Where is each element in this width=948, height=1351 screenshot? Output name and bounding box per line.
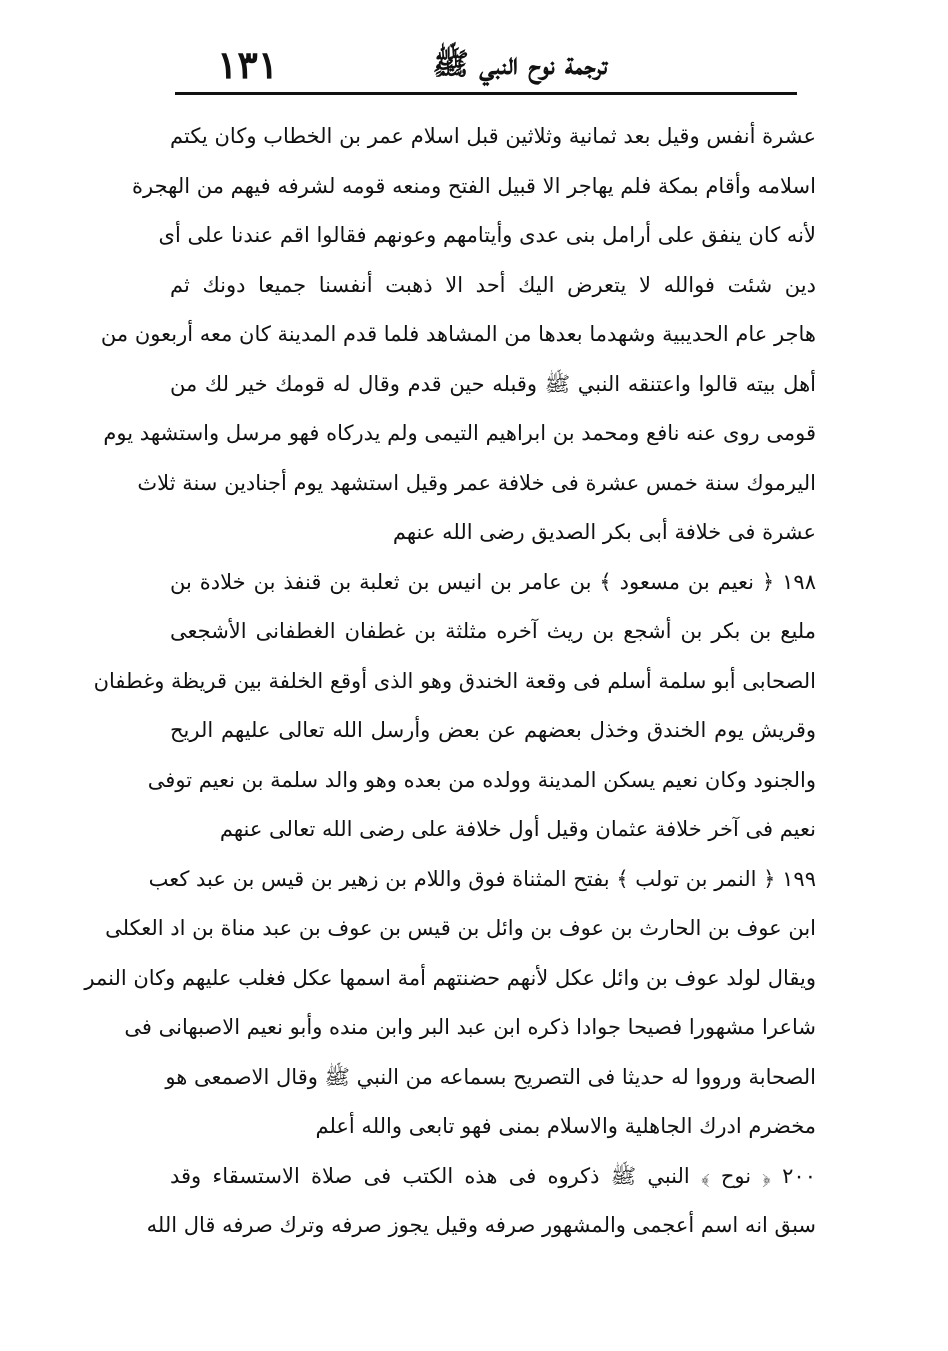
text-line: نعيم فى آخر خلافة عثمان وقيل أول خلافة على رضى الله تعالى عنهم xyxy=(219,817,816,841)
text-line: ابن عوف بن الحارث بن عوف بن وائل بن قيس بن عوف بن عبد مناة بن اد العكلى xyxy=(105,916,816,940)
text-line: هاجر عام الحديبية وشهدما بعدها من المشاهد فلما قدم المدينة كان معه أربعون من xyxy=(100,322,816,346)
text-line: أهل بيته قالوا واعتنقه النبي ﷺ وقبله حين قدم وقال له قومك خير لك من xyxy=(170,371,816,396)
text-line: عشرة أنفس وقيل بعد ثمانية وثلاثين قبل اسلام عمر بن الخطاب وكان يكتم xyxy=(170,124,816,148)
running-title: ترجمة نوح النبي ﷺ xyxy=(432,47,607,82)
text-line: اسلامه وأقام بمكة فلم يهاجر الا قبيل الفتح ومنعه قومه لشرفه فيهم من الهجرة xyxy=(132,173,816,198)
header-rule xyxy=(175,92,797,95)
entry-199-heading: ١٩٩ ﴿ النمر بن تولب ﴾ بفتح المثناة فوق واللام بن زهير بن قيس بن عبد كعب xyxy=(148,866,816,891)
text-line: دين شئت فوالله لا يتعرض اليك أحد الا ذهبت أنفسنا جميعا دونك ثم xyxy=(170,272,816,297)
text-line: قومى روى عنه نافع ومحمد بن ابراهيم التيمى ولم يدركاه فهو مرسل واستشهد يوم xyxy=(103,421,816,445)
text-line: ويقال لولد عوف بن وائل عكل لأنهم حضنتهم أمة اسمها عكل فغلب عليهم وكان النمر xyxy=(84,965,816,990)
text-line: اليرموك سنة خمس عشرة فى خلافة عمر وقيل استشهد يوم أجنادين سنة ثلاث xyxy=(137,470,816,495)
entry-198-heading: ١٩٨ ﴿ نعيم بن مسعود ﴾ بن عامر بن انيس بن ثعلبة بن قنفذ بن خلادة بن xyxy=(170,569,816,594)
text-line: مخضرم ادرك الجاهلية والاسلام بمنى فهو تابعى والله أعلم xyxy=(315,1114,816,1138)
text-line: عشرة فى خلافة أبى بكر الصديق رضى الله عنهم xyxy=(392,520,816,544)
page-number: ١٣١ xyxy=(217,42,279,87)
text-line: الصحابى أبو سلمة أسلم فى وقعة الخندق وهو الذى أوقع الخلفة بين قريظة وغطفان xyxy=(93,668,816,693)
main-text xyxy=(84,112,816,1251)
text-line: والجنود وكان نعيم يسكن المدينة وولده من بعده وهو والد سلمة بن نعيم توفى xyxy=(147,767,816,792)
text-line: شاعرا مشهورا فصيحا جوادا ذكره ابن عبد البر وابن منده وأبو نعيم الاصبهانى فى xyxy=(124,1015,816,1039)
text-line: الصحابة ورووا له حديثا فى التصريح بسماعه من النبي ﷺ وقال الاصمعى هو xyxy=(165,1064,816,1089)
text-line: وقريش يوم الخندق وخذل بعضهم عن بعض وأرسل الله تعالى عليهم الريح xyxy=(170,718,816,742)
text-line: مليع بن بكر بن أشجع بن ريث آخره مثلثة بن غطفان الغطفانى الأشجعى xyxy=(170,619,816,643)
text-line: لأنه كان ينفق على أرامل بنى عدى وأيتامهم وعونهم فقالوا اقم عندنا على أى xyxy=(158,223,816,247)
text-line: سبق انه اسم أعجمى والمشهور صرفه وقيل يجوز صرفه وترك صرفه قال الله xyxy=(146,1213,816,1237)
entry-200-heading: ٢٠٠ ﴿ نوح ﴾ النبي ﷺ ذكروه فى هذه الكتب فى صلاة الاستسقاء وقد xyxy=(170,1163,816,1188)
page-header xyxy=(175,38,797,94)
